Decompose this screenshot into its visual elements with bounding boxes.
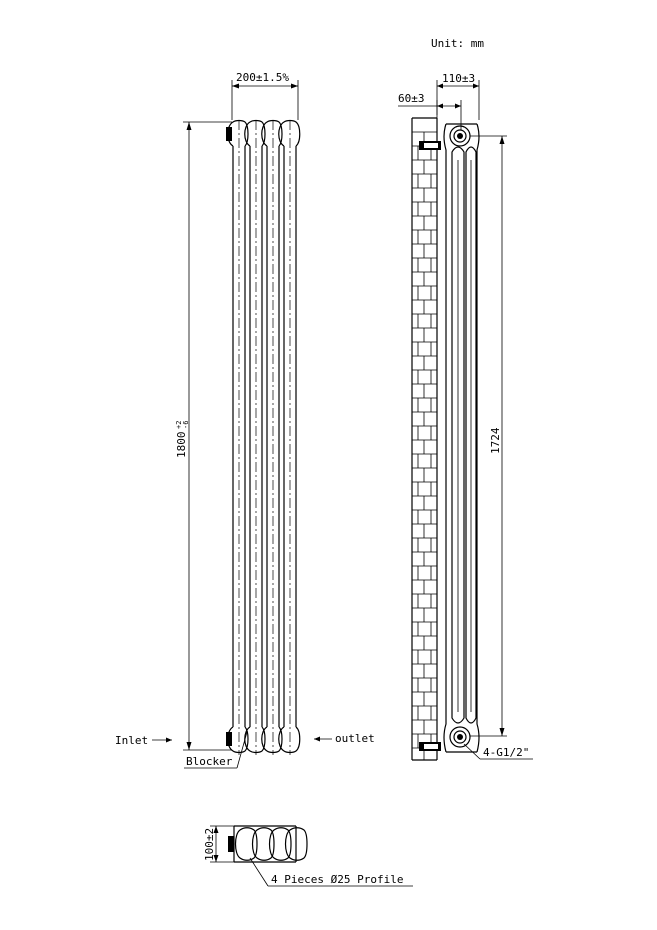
- outlet-indicator: [314, 732, 375, 745]
- top-profile: [228, 826, 307, 862]
- column-4: [284, 120, 296, 755]
- brick-wall: [412, 118, 437, 760]
- top-depth-label: 100±2: [203, 827, 216, 861]
- inlet-indicator: [115, 734, 172, 747]
- front-height-tol-upper: +2: [175, 420, 183, 429]
- side-wall-label: 60±3: [398, 92, 425, 105]
- blocker-label: Blocker: [186, 755, 233, 768]
- column-1: [233, 120, 245, 755]
- unit-label: Unit: mm: [431, 37, 484, 50]
- side-depth-label: 110±3: [442, 72, 476, 85]
- inlet-label: Inlet: [115, 734, 149, 747]
- side-view: [398, 72, 533, 760]
- front-width-label: 200±1.5%: [236, 71, 289, 84]
- radiator-side-body: [444, 124, 479, 752]
- profile-label: 4 Pieces Ø25 Profile: [271, 873, 404, 886]
- side-centres-label: 1724: [489, 427, 502, 454]
- top-view: [203, 826, 413, 886]
- front-view: [115, 71, 375, 768]
- front-width-dimension: [232, 71, 298, 120]
- column-2: [250, 120, 262, 755]
- radiator-columns: [233, 120, 296, 755]
- side-depth-dimension: [437, 72, 479, 120]
- top-header: [226, 121, 300, 147]
- front-height-dimension: [175, 122, 232, 750]
- bottom-header: [226, 727, 300, 753]
- thread-label: 4-G1/2": [483, 746, 530, 759]
- front-height-tol-lower: -6: [182, 420, 190, 429]
- column-3: [267, 120, 279, 755]
- outlet-label: outlet: [335, 732, 375, 745]
- front-height-label: 1800: [175, 431, 188, 458]
